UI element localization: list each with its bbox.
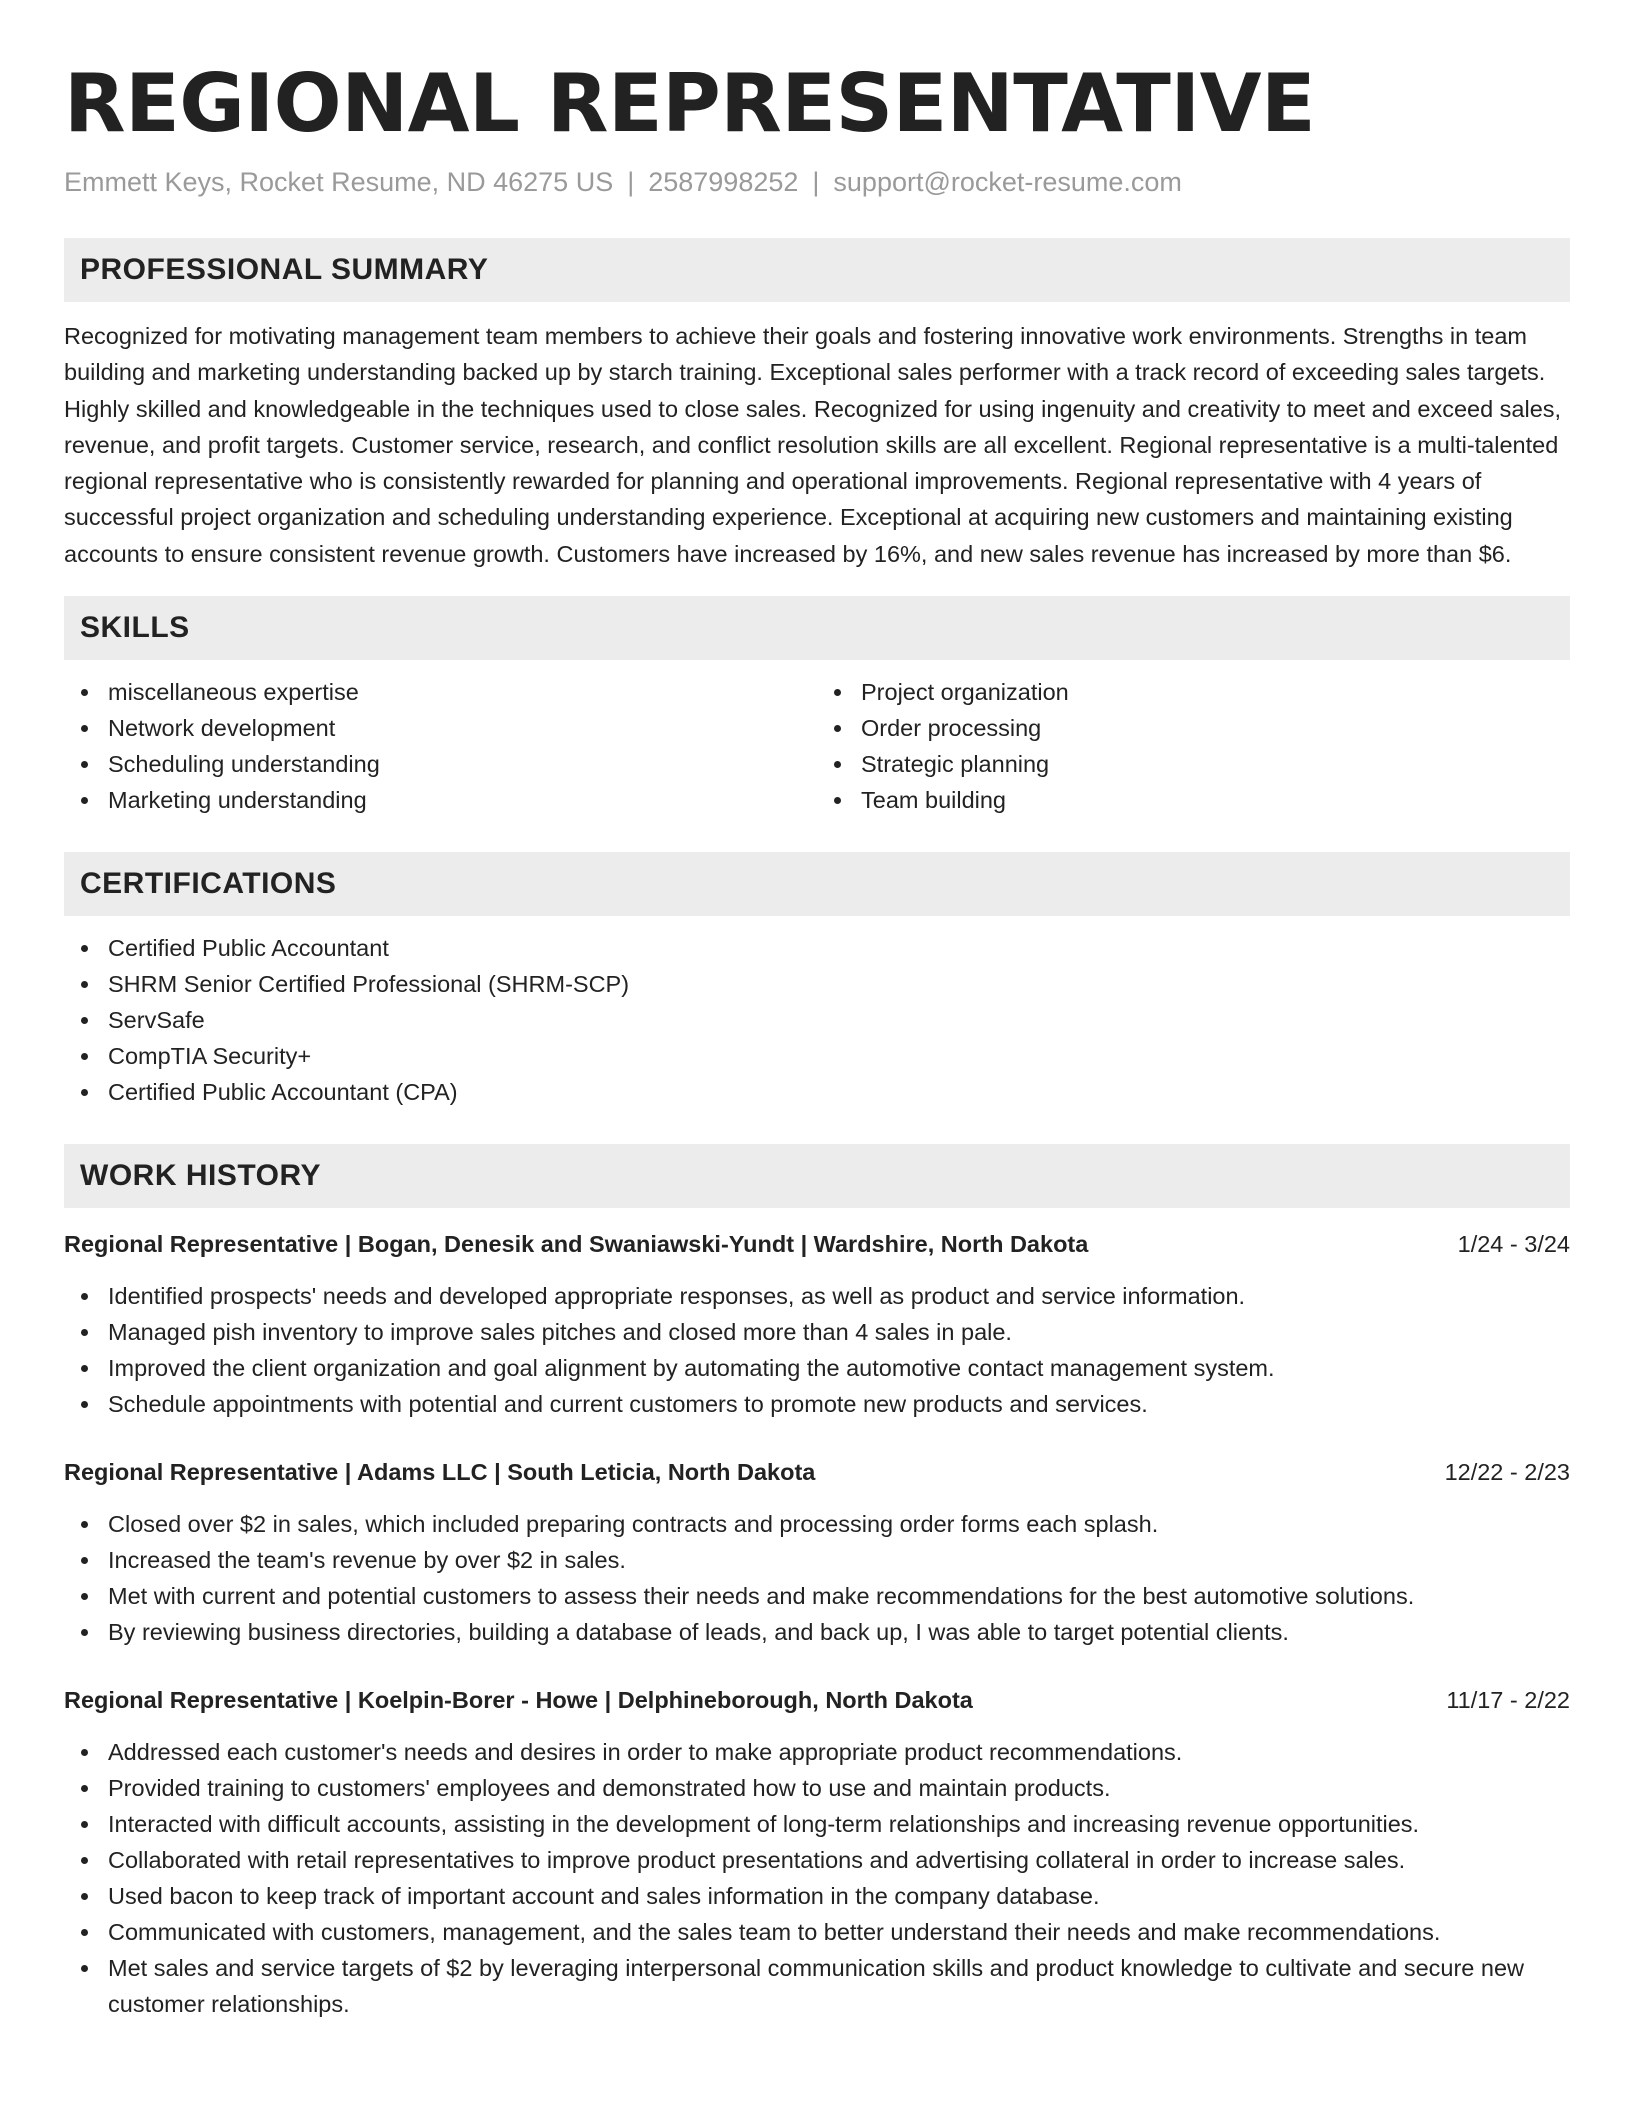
section-header-certifications: CERTIFICATIONS (64, 852, 1570, 916)
job-header (64, 1682, 1570, 1718)
section-header-summary: PROFESSIONAL SUMMARY (64, 238, 1570, 302)
job-bullets (64, 1506, 1570, 1650)
job-bullet: Provided training to customers' employees and demonstrated how to use and maintain products. (64, 1770, 1570, 1806)
skill-item: Strategic planning (817, 746, 1570, 782)
job-bullets (64, 1278, 1570, 1422)
skill-item: Team building (817, 782, 1570, 818)
certification-item: ServSafe (64, 1002, 1570, 1038)
contact-phone: 2587998252 (648, 167, 799, 197)
job-bullet: Met sales and service targets of $2 by leveraging interpersonal communication skills and product knowledge to cultivate and secure new customer relationships. (64, 1950, 1570, 2022)
job-entry (64, 1226, 1570, 1422)
skills-column-right (817, 674, 1570, 818)
job-bullet: Interacted with difficult accounts, assisting in the development of long-term relationships and increasing revenue opportunities. (64, 1806, 1570, 1842)
skills-column-left (64, 674, 817, 818)
job-bullet: Improved the client organization and goal alignment by automating the automotive contact management system. (64, 1350, 1570, 1386)
job-bullet: Schedule appointments with potential and current customers to promote new products and services. (64, 1386, 1570, 1422)
job-bullet: Used bacon to keep track of important account and sales information in the company database. (64, 1878, 1570, 1914)
skill-item: Order processing (817, 710, 1570, 746)
job-bullet: Increased the team's revenue by over $2 in sales. (64, 1542, 1570, 1578)
job-title: Regional Representative | Bogan, Denesik and Swaniawski-Yundt | Wardshire, North Dakota (64, 1231, 1089, 1258)
skill-item: Scheduling understanding (64, 746, 817, 782)
job-dates: 1/24 - 3/24 (1457, 1231, 1570, 1258)
certification-item: SHRM Senior Certified Professional (SHRM-SCP) (64, 966, 1570, 1002)
contact-address: Emmett Keys, Rocket Resume, ND 46275 US (64, 167, 614, 197)
job-header (64, 1454, 1570, 1490)
summary-text: Recognized for motivating management team members to achieve their goals and fostering innovative work environments. Strengths in team building and marketing understanding backed up by starch training. Exceptional sales performer with a track record of exceeding sales targets. Highly skilled and knowledgeable in the techniques used to close sales. Recognized for using ingenuity and creativity to meet and exceed sales, revenue, and profit targets. Customer service, research, and conflict resolution skills are all excellent. Regional representative is a multi-talented regional representative who is consistently rewarded for planning and operational improvements. Regional representative with 4 years of successful project organization and scheduling understanding experience. Exceptional at acquiring new customers and maintaining existing accounts to ensure consistent revenue growth. Customers have increased by 16%, and new sales revenue has increased by more than $6. (64, 323, 1562, 567)
job-bullets (64, 1734, 1570, 2022)
job-bullet: Identified prospects' needs and developed appropriate responses, as well as product and service information. (64, 1278, 1570, 1314)
skills-list (64, 674, 1570, 818)
job-entry (64, 1454, 1570, 1650)
certifications-list (64, 930, 1570, 1110)
section-header-work-history: WORK HISTORY (64, 1144, 1570, 1208)
job-title: Regional Representative | Koelpin-Borer - Howe | Delphineborough, North Dakota (64, 1687, 973, 1714)
job-bullet: Managed pish inventory to improve sales pitches and closed more than 4 sales in pale. (64, 1314, 1570, 1350)
certification-item: CompTIA Security+ (64, 1038, 1570, 1074)
section-header-skills: SKILLS (64, 596, 1570, 660)
resume-name-title: REGIONAL REPRESENTATIVE (64, 57, 1316, 150)
job-title: Regional Representative | Adams LLC | South Leticia, North Dakota (64, 1459, 816, 1486)
contact-email[interactable]: support@rocket-resume.com (833, 167, 1182, 197)
job-bullet: Met with current and potential customers to assess their needs and make recommendations for the best automotive solutions. (64, 1578, 1570, 1614)
job-header (64, 1226, 1570, 1262)
skill-item: Project organization (817, 674, 1570, 710)
job-bullet: Closed over $2 in sales, which included preparing contracts and processing order forms each splash. (64, 1506, 1570, 1542)
skill-item: Network development (64, 710, 817, 746)
skill-item: Marketing understanding (64, 782, 817, 818)
skill-item: miscellaneous expertise (64, 674, 817, 710)
certification-item: Certified Public Accountant (64, 930, 1570, 966)
job-entry (64, 1682, 1570, 2022)
contact-separator: | (812, 167, 820, 197)
job-bullet: Collaborated with retail representatives to improve product presentations and advertising collateral in order to increase sales. (64, 1842, 1570, 1878)
job-bullet: By reviewing business directories, building a database of leads, and back up, I was able to target potential clients. (64, 1614, 1570, 1650)
job-dates: 11/17 - 2/22 (1446, 1687, 1570, 1714)
job-bullet: Communicated with customers, management, and the sales team to better understand their needs and make recommendations. (64, 1914, 1570, 1950)
contact-line (64, 164, 1570, 200)
certification-item: Certified Public Accountant (CPA) (64, 1074, 1570, 1110)
job-dates: 12/22 - 2/23 (1444, 1459, 1570, 1486)
contact-separator: | (627, 167, 635, 197)
job-bullet: Addressed each customer's needs and desires in order to make appropriate product recommendations. (64, 1734, 1570, 1770)
